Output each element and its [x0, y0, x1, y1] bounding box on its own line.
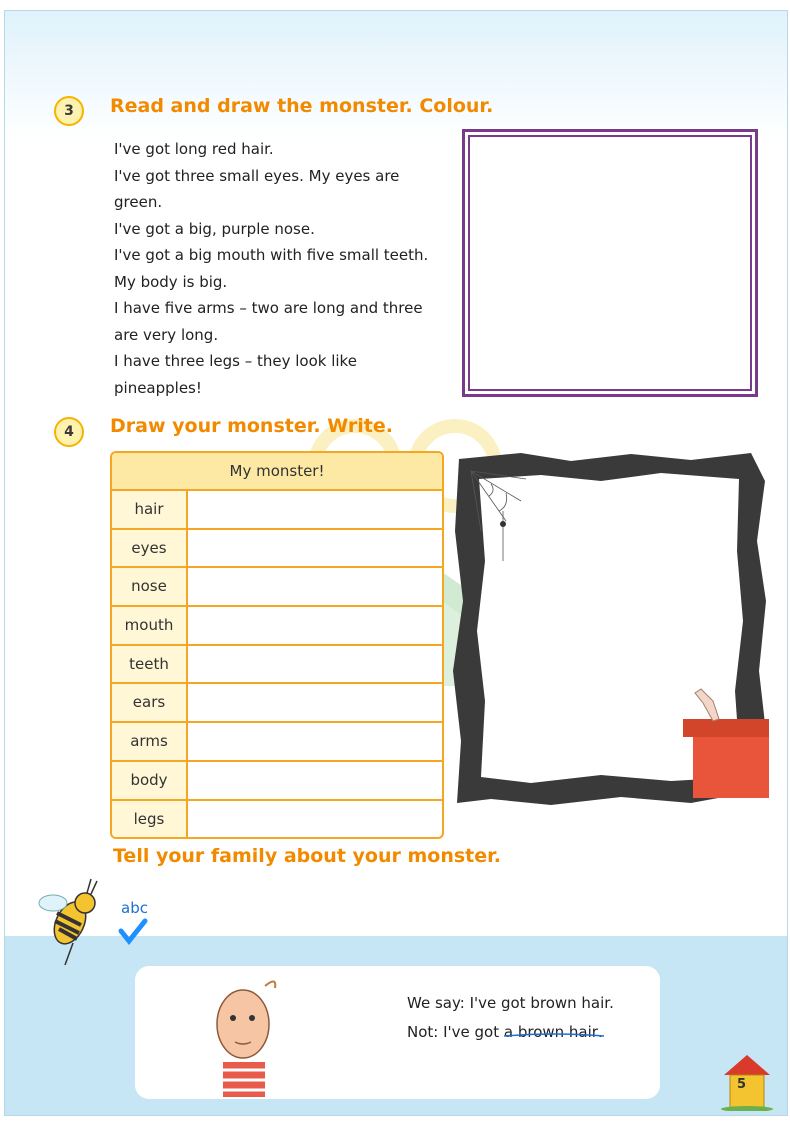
- tell-family-instruction: Tell your family about your monster.: [113, 845, 502, 867]
- row-label: hair: [112, 491, 188, 528]
- page-number: 5: [737, 1077, 747, 1092]
- text-line: I have three legs – they look like: [114, 352, 357, 370]
- tip-suffix: .: [597, 1023, 603, 1041]
- table-row: [112, 762, 442, 801]
- struck-text: a brown hair: [503, 1023, 598, 1041]
- spider-icon: [500, 521, 506, 527]
- box-icon: [693, 734, 769, 798]
- text-line: pineapples!: [114, 378, 202, 397]
- text-line: are very long.: [114, 325, 219, 344]
- row-label: teeth: [112, 646, 188, 683]
- activity-4-title: Draw your monster. Write.: [110, 415, 393, 437]
- text-line: I have five arms – two are long and three: [114, 299, 423, 317]
- row-label: legs: [112, 801, 188, 838]
- row-label: mouth: [112, 607, 188, 644]
- text-line: I've got long red hair.: [114, 140, 274, 158]
- table-row: [112, 607, 442, 646]
- table-row: [112, 646, 442, 685]
- table-row: [112, 491, 442, 530]
- struck-phrase: [504, 1023, 598, 1041]
- row-label: arms: [112, 723, 188, 760]
- activity-3-text: [114, 136, 444, 401]
- row-label: ears: [112, 684, 188, 721]
- row-label: eyes: [112, 530, 188, 567]
- table-row: [112, 684, 442, 723]
- table-row: [112, 530, 442, 569]
- activity-3-number: 3: [54, 96, 84, 126]
- text-line: green.: [114, 193, 163, 211]
- row-label: nose: [112, 568, 188, 605]
- table-row: [112, 568, 442, 607]
- grammar-tip-text: [407, 989, 614, 1047]
- tip-line-incorrect: [407, 1018, 614, 1047]
- row-label: body: [112, 762, 188, 799]
- activity-4-number: 4: [54, 417, 84, 447]
- abc-label: abc: [121, 899, 148, 917]
- write-cell[interactable]: [188, 723, 442, 760]
- monster-drawing-area[interactable]: [462, 129, 758, 397]
- write-cell[interactable]: [188, 684, 442, 721]
- monster-table: [110, 451, 444, 839]
- house-page-icon: [720, 1051, 774, 1111]
- table-row: [112, 723, 442, 762]
- workbook-page: [4, 10, 788, 1116]
- tip-line-correct: We say: I've got brown hair.: [407, 994, 614, 1012]
- text-line: I've got a big mouth with five small teeth.: [114, 246, 429, 264]
- write-cell[interactable]: [188, 801, 442, 838]
- write-cell[interactable]: [188, 607, 442, 644]
- write-cell[interactable]: [188, 762, 442, 799]
- write-cell[interactable]: [188, 568, 442, 605]
- tip-prefix: Not: I've got: [407, 1023, 504, 1041]
- text-line: My body is big.: [114, 272, 228, 291]
- bee-mascot-icon: [25, 873, 155, 973]
- text-line: I've got three small eyes. My eyes are: [114, 166, 400, 185]
- table-row: [112, 801, 442, 838]
- write-cell[interactable]: [188, 530, 442, 567]
- grammar-tip-box: [135, 966, 660, 1099]
- text-line: I've got a big, purple nose.: [114, 219, 315, 238]
- write-cell[interactable]: [188, 491, 442, 528]
- boy-character-icon: [205, 972, 285, 1097]
- write-cell[interactable]: [188, 646, 442, 683]
- spooky-frame[interactable]: [451, 451, 769, 809]
- activity-3-title: Read and draw the monster. Colour.: [110, 95, 494, 117]
- table-title: My monster!: [112, 453, 442, 491]
